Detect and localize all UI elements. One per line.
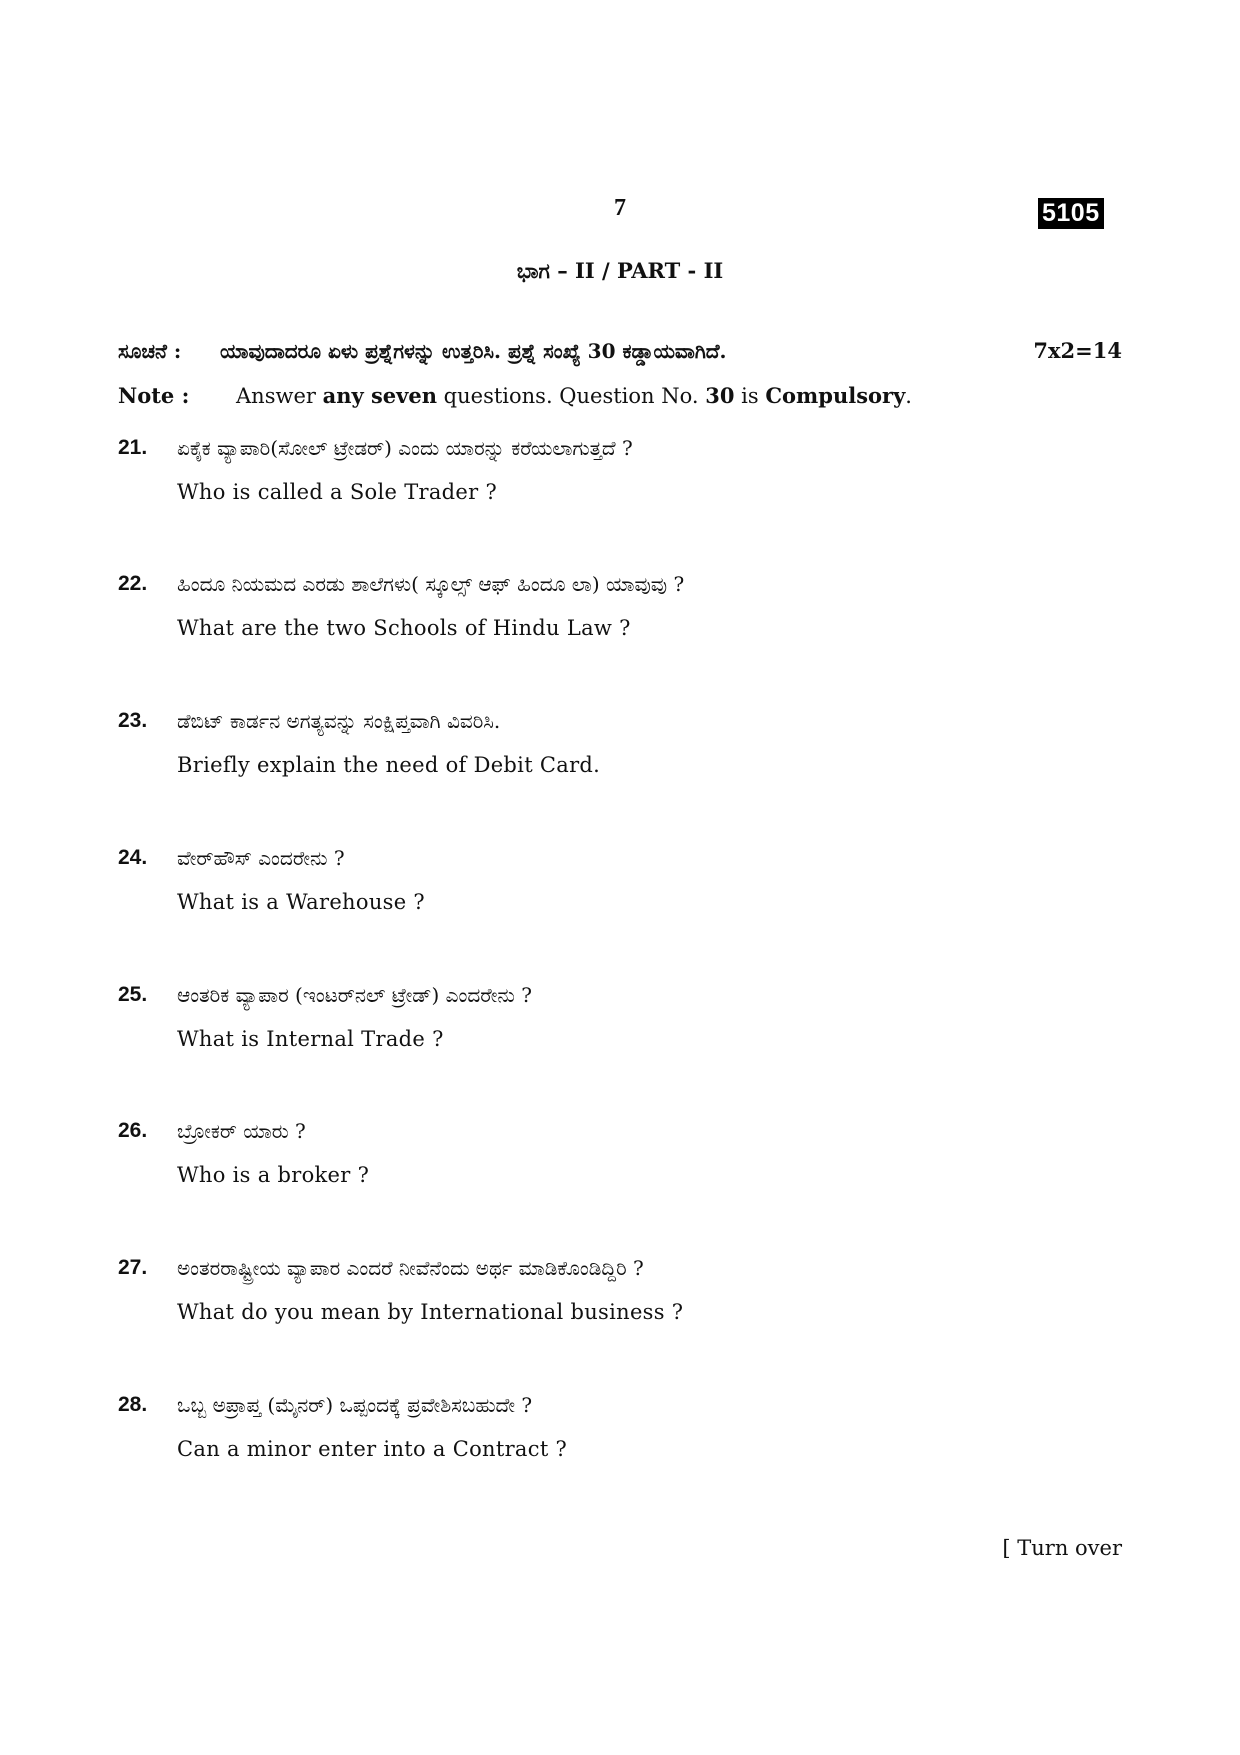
question-28 (118, 1389, 1122, 1479)
question-english-text: What is Internal Trade ? (177, 1027, 444, 1051)
english-note-row (118, 380, 1122, 412)
question-english-text: Briefly explain the need of Debit Card. (177, 753, 601, 777)
question-number: 26. (118, 1119, 148, 1142)
paper-code-badge: 5105 (1038, 198, 1104, 229)
question-number: 23. (118, 709, 148, 732)
note-emphasis-question-number: 30 (705, 383, 735, 408)
note-prefix: Answer (236, 384, 323, 408)
question-english-text: Who is a broker ? (177, 1163, 370, 1187)
suchane-text: ಯಾವುದಾದರೂ ಏಳು ಪ್ರಶ್ನೆಗಳನ್ನು ಉತ್ತರಿಸಿ. ಪ್ರಶ್ನೆ ಸಂಖ್ಯೆ 30 ಕಡ್ಡಾಯವಾಗಿದೆ. (220, 339, 727, 363)
question-kannada-text: ವೇರ್‌ಹೌಸ್ ಎಂದರೇನು ? (177, 846, 345, 870)
question-kannada-text: ಏಕೈಕ ವ್ಯಾಪಾರಿ(ಸೋಲ್ ಟ್ರೇಡರ್) ಎಂದು ಯಾರನ್ನು ಕರೆಯಲಾಗುತ್ತದೆ ? (177, 436, 633, 460)
question-number: 22. (118, 572, 148, 595)
question-27 (118, 1252, 1122, 1342)
question-kannada-text: ಒಬ್ಬ ಅಪ್ರಾಪ್ತ (ಮೈನರ್) ಒಪ್ಪಂದಕ್ಕೆ ಪ್ರವೇಶಿಸಬಹುದೇ ? (177, 1393, 533, 1417)
question-25 (118, 979, 1122, 1069)
question-number: 25. (118, 983, 148, 1006)
question-english-text: What is a Warehouse ? (177, 890, 425, 914)
part-heading: ಭಾಗ – II / PART - II (516, 258, 724, 283)
note-middle-2: is (734, 384, 766, 408)
question-english-text: Can a minor enter into a Contract ? (177, 1437, 568, 1461)
note-text (236, 380, 912, 412)
question-26 (118, 1115, 1122, 1205)
question-kannada-text: ಹಿಂದೂ ನಿಯಮದ ಎರಡು ಶಾಲೆಗಳು( ಸ್ಕೂಲ್ಸ್ ಆಫ್ ಹಿಂದೂ ಲಾ) ಯಾವುವು ? (177, 572, 685, 596)
note-label: Note : (118, 383, 190, 408)
question-kannada-text: ಆಂತರಿಕ ವ್ಯಾಪಾರ (ಇಂಟರ್‌ನಲ್ ಟ್ರೇಡ್) ಎಂದರೇನು ? (177, 983, 532, 1007)
question-number: 28. (118, 1393, 148, 1416)
question-23 (118, 705, 1122, 795)
note-emphasis-any-seven: any seven (322, 383, 437, 408)
question-24 (118, 842, 1122, 932)
question-number: 27. (118, 1256, 148, 1279)
marks-allocation: 7x2=14 (1033, 338, 1122, 363)
suchane-label: ಸೂಚನೆ : (118, 339, 182, 363)
note-emphasis-compulsory: Compulsory (765, 383, 906, 408)
question-number: 21. (118, 436, 148, 459)
note-middle: questions. Question No. (437, 384, 706, 408)
question-22 (118, 568, 1122, 658)
question-english-text: What are the two Schools of Hindu Law ? (177, 616, 631, 640)
question-kannada-text: ಬ್ರೋಕರ್ ಯಾರು ? (177, 1119, 306, 1143)
page-number: 7 (614, 195, 626, 221)
question-21 (118, 432, 1122, 522)
question-kannada-text: ಡೆಬಿಟ್ ಕಾರ್ಡನ ಅಗತ್ಯವನ್ನು ಸಂಕ್ಷಿಪ್ತವಾಗಿ ವಿವರಿಸಿ. (177, 709, 501, 733)
question-kannada-text: ಅಂತರರಾಷ್ಟ್ರೀಯ ವ್ಯಾಪಾರ ಎಂದರೆ ನೀವೆನೆಂದು ಅರ್ಥ ಮಾಡಿಕೊಂಡಿದ್ದಿರಿ ? (177, 1256, 644, 1280)
question-number: 24. (118, 846, 148, 869)
question-english-text: What do you mean by International business ? (177, 1300, 684, 1324)
note-end: . (905, 384, 912, 408)
turn-over-note: [ Turn over (1002, 1536, 1122, 1560)
kannada-instruction-row (118, 335, 1122, 367)
question-english-text: Who is called a Sole Trader ? (177, 480, 498, 504)
